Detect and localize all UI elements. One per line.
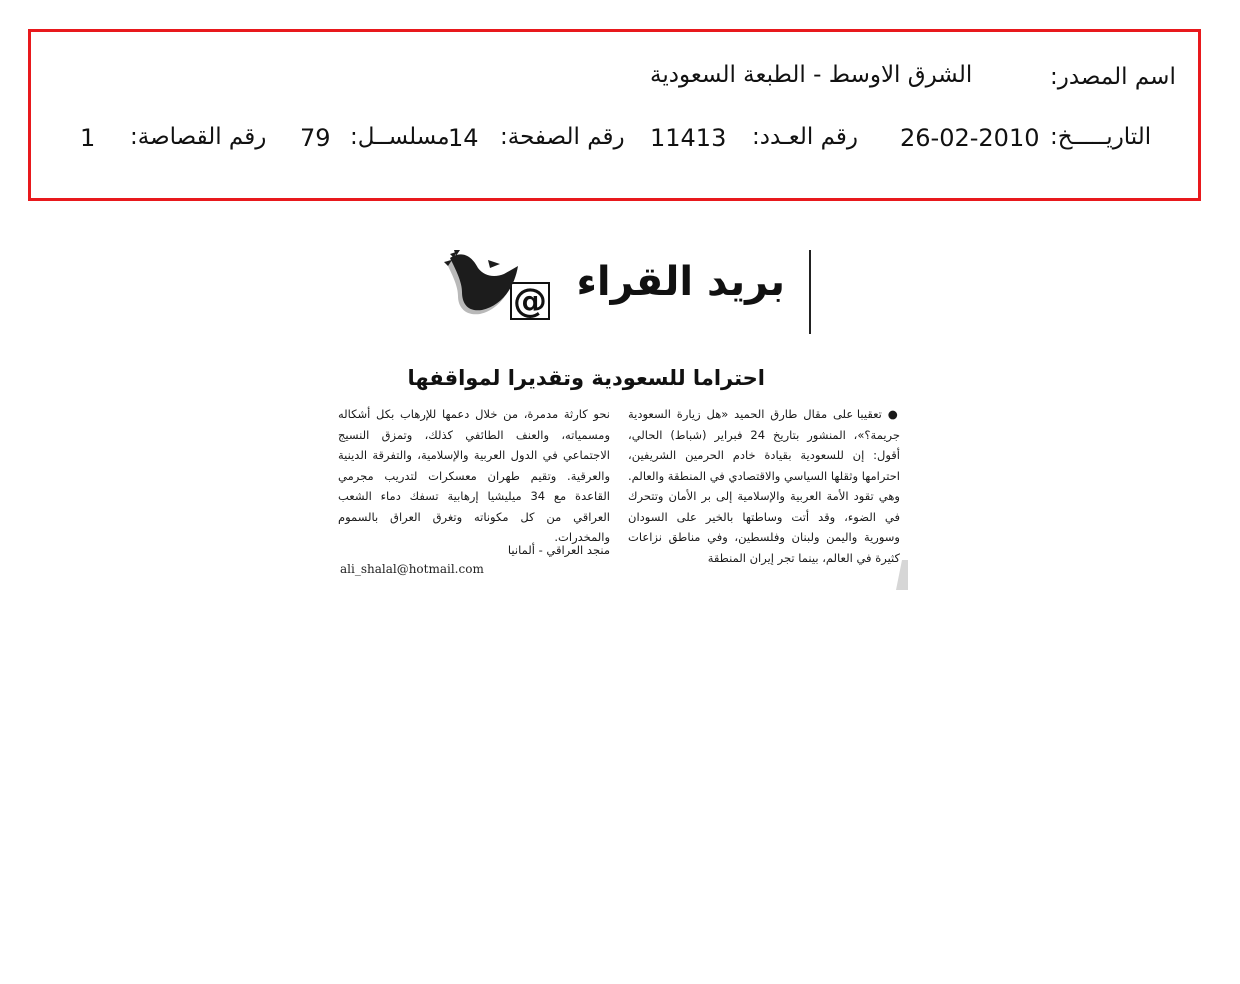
at-logo-glyph: @	[513, 281, 547, 321]
date-label: التاريـــــخ:	[1050, 124, 1152, 150]
clip-number-label: رقم القصاصة:	[130, 124, 267, 150]
article-column-right	[628, 404, 900, 568]
section-title: بريد القراء	[576, 259, 785, 305]
article-column-left	[338, 404, 610, 548]
page-value: 14	[448, 124, 479, 152]
source-label: اسم المصدر:	[1050, 64, 1176, 90]
page-label: رقم الصفحة:	[500, 124, 625, 150]
date-value: 26-02-2010	[900, 124, 1040, 152]
bullet-icon: ●	[887, 407, 900, 421]
serial-label: مسلســل:	[350, 124, 450, 150]
article-headline: احتراما للسعودية وتقديرا لمواقفها	[407, 366, 765, 390]
bird-logo-icon	[440, 248, 520, 328]
clip-number-value: 1	[80, 124, 96, 152]
source-value: الشرق الاوسط - الطبعة السعودية	[650, 62, 973, 88]
clipping-metadata-box	[28, 29, 1201, 201]
issue-value: 11413	[650, 124, 727, 152]
article-body-left: نحو كارثة مدمرة، من خلال دعمها للإرهاب بكل أشكاله ومسمياته، والعنف الطائفي كذلك، وتمزق النسيج الاجتماعي في الدول العربية والإسلامية، والتفرقة الدينية والعرقية. وتقيم طهران معسكرات لتدريب مجرمي القاعدة مع 34 ميليشيا إرهابية تسفك دماء الشعب العراقي من كل مكوناته وتغرق العراق بالسموم والمخدرات.	[338, 407, 610, 544]
author-signoff: منجد العراقي - ألمانيا	[507, 543, 610, 557]
section-divider	[809, 250, 811, 334]
serial-value: 79	[300, 124, 331, 152]
scan-corner-mark	[892, 560, 908, 590]
article-body-right: تعقيبا على مقال طارق الحميد «هل زيارة السعودية جريمة؟»، المنشور بتاريخ 24 فبراير (شباط) الحالي، أقول: إن للسعودية بقيادة خادم الحرمين الشريفين، احترامها وثقلها السياسي والاقتصادي في المنطقة والعالم. وهي تقود الأمة العربية والإسلامية إلى بر الأمان وتتحرك في الضوء، وقد أتت وساطتها بالخير على السودان وسورية واليمن ولبنان وفلسطين، وفي مناطق نزاعات كثيرة في العالم، بينما تجر إيران المنطقة	[628, 407, 900, 565]
author-email: ali_shalal@hotmail.com	[340, 562, 484, 576]
issue-label: رقم العـدد:	[752, 124, 859, 150]
